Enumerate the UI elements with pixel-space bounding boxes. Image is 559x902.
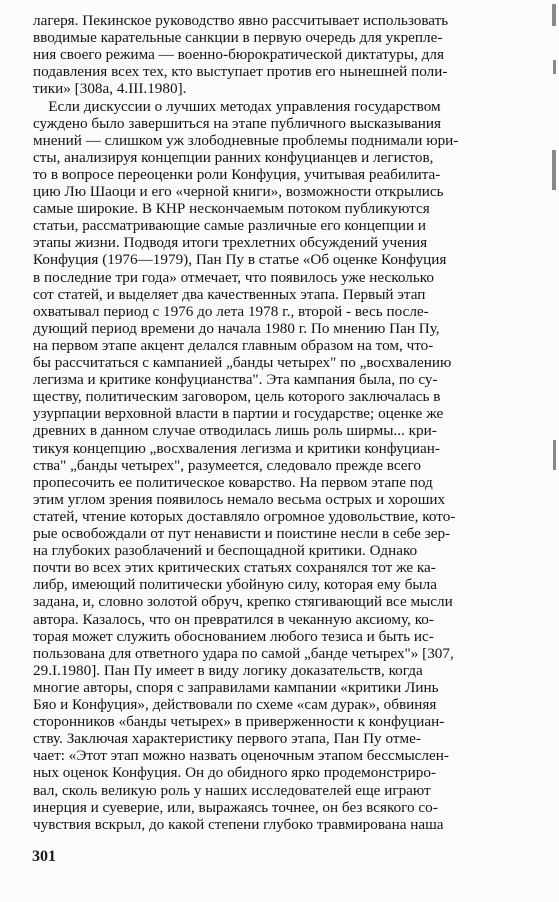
text-line: Конфуция (1976—1979), Пан Пу в статье «Об оценке Конфуция — [33, 251, 447, 269]
text-line: цию Лю Шаоци и его «черной книги», возможности открылись — [33, 183, 444, 200]
text-line: этапы жизни. Подводя итоги трехлетних обсуждений учения — [33, 234, 428, 252]
text-line: в последние три года» отмечает, что появилось уже несколько — [33, 268, 434, 286]
text-line: Если дискуссии о лучших методах управления государством — [33, 97, 441, 115]
scan-margin-mark — [553, 60, 556, 74]
text-line: задана, и, словно золотой обруч, крепко стягивающий все мысли — [33, 593, 453, 611]
text-line: суждено было завершиться на этапе публичного высказывания — [33, 114, 441, 132]
text-line: древних в данном случае отводилась лишь роль ширмы... кри- — [33, 422, 437, 440]
text-line: либр, имеющий политически убойную силу, которая ему была — [33, 576, 437, 594]
text-line: инерция и суеверие, или, выражаясь точнее, он без всякого со- — [33, 798, 438, 816]
text-line: тики» [308а, 4.III.1980]. — [33, 80, 187, 98]
text-line: пропесочить ее политическое коварство. На первом этапе под — [33, 473, 433, 491]
text-line: статей, чтение которых доставляло огромное удовольствие, кото- — [33, 507, 456, 525]
text-line: тикуя концепцию „восхваления легизма и критики конфуциан- — [33, 439, 440, 457]
text-line: автора. Казалось, что он превратился в чеканную аксиому, ко- — [33, 610, 434, 628]
text-line: этим углом зрения появилось немало весьма острых и хороших — [33, 490, 446, 508]
text-line: самые широкие. В КНР нескончаемым потоком публикуются — [33, 200, 430, 218]
text-line: сторонников «банды четырех» в приверженности к конфуциан- — [33, 713, 445, 731]
page-number: 301 — [32, 848, 56, 865]
text-line: охватывал период с 1976 до лета 1978 г., второй - весь после- — [33, 302, 429, 320]
text-line: то в вопросе переоценки роли Конфуция, учитывая реабилита- — [33, 165, 441, 183]
text-line: Бяо и Конфуция», действовали по схеме «сам дурак», обвиняя — [33, 696, 437, 713]
text-line: на глубоких разоблачений и беспощадной критики. Однако — [33, 542, 418, 560]
scan-margin-mark — [552, 4, 556, 26]
text-line: ству. Заключая характеристику первого этапа, Пан Пу отме- — [33, 730, 421, 748]
text-line: ства" „банды четырех", разумеется, следовало прежде всего — [33, 456, 421, 474]
text-line: многие авторы, споря с заправилами кампании «критики Линь — [33, 678, 439, 696]
text-line: сот статей, и выделяет два качественных этапа. Первый этап — [33, 285, 426, 303]
text-line: лагеря. Пекинское руководство явно рассчитывает использовать — [33, 12, 449, 29]
text-line: вал, сколь великую роль у наших исследователей еще играют — [33, 781, 431, 799]
text-line: ных оценок Конфуция. Он до обидного ярко продемонстриро- — [33, 764, 437, 782]
text-line: ществу, политическим заговором, цель которого заключалась в — [33, 388, 441, 406]
text-line: на первом этапе акцент делался главным образом на том, что- — [33, 336, 434, 354]
text-line: сты, анализируя концепции ранних конфуцианцев и легистов, — [33, 148, 434, 166]
text-line: чувствия вскрыл, до какой степени глубоко травмирована наша — [33, 815, 444, 833]
scan-margin-mark — [553, 440, 556, 470]
text-line: вводимые карательные санкции в первую очередь для укрепле- — [33, 29, 443, 47]
text-line: пользована для ответного удара по самой „банде четырех"» [307, — [33, 644, 454, 662]
text-line: легизма и критике конфуцианства". Эта кампания была, по су- — [33, 371, 438, 389]
scan-margin-mark — [552, 150, 556, 190]
text-line: узурпации верховной власти в партии и государстве; оценке же — [33, 405, 444, 423]
text-line: дующий период времени до начала 1980 г. По мнению Пан Пу, — [33, 319, 440, 337]
text-line: почти во всех этих критических статьях сохранялся тот же ка- — [33, 559, 436, 577]
text-line: ния своего режима — военно-бюрократической диктатуры, для — [33, 46, 444, 64]
text-line: 29.I.1980]. Пан Пу имеет в виду логику доказательств, когда — [33, 661, 423, 679]
text-line: бы рассчитаться с кампанией „банды четырех" по „восхвалению — [33, 354, 452, 371]
text-line: чает: «Этот этап можно назвать оценочным этапом бессмыслен- — [33, 747, 449, 765]
text-line: подавления всех тех, кто выступает против его нынешней поли- — [33, 63, 448, 81]
text-line: мнений — слишком уж злободневные проблемы поднимали юри- — [33, 131, 459, 149]
text-line: статьи, рассматривающие самые различные его концепции и — [33, 217, 427, 235]
text-line: торая может служить обоснованием любого тезиса и быть ис- — [33, 627, 434, 645]
text-line: рые освобождали от пут ненависти и поистине несли в себе зер- — [33, 525, 451, 542]
